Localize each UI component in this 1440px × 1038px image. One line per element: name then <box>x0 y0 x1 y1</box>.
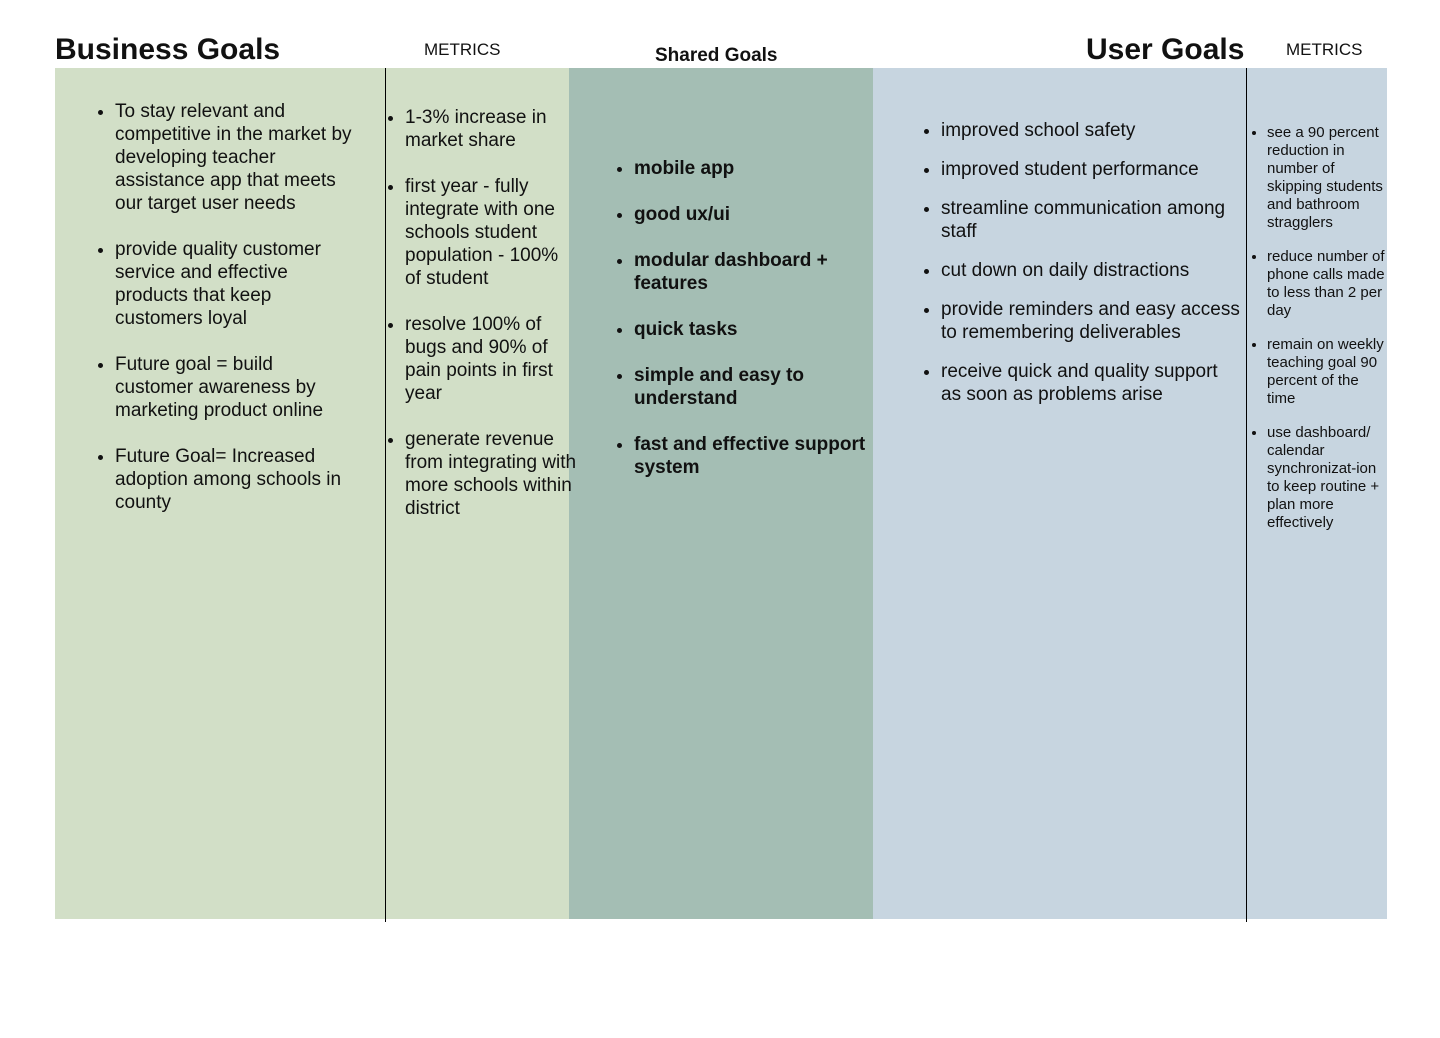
business-goal-item: • Future goal = build customer awareness by marketing product online <box>115 353 355 422</box>
user-metrics-list <box>1250 124 1385 548</box>
shared-goal-item: • modular dashboard + features <box>634 249 870 295</box>
business-goal-item: • To stay relevant and competitive in the market by developing teacher assistance app that meets our target user needs <box>115 100 355 215</box>
business-goals-title: Business Goals <box>55 33 281 66</box>
user-goal-item: • receive quick and quality support as soon as problems arise <box>941 360 1241 406</box>
user-goal-item: • streamline communication among staff <box>941 197 1241 243</box>
user-metrics-divider <box>1246 68 1247 922</box>
user-metric-item: • see a 90 percent reduction in number of skipping students and bathroom stragglers <box>1267 124 1385 232</box>
user-goal-item: • provide reminders and easy access to remembering deliverables <box>941 298 1241 344</box>
business-goals-list <box>95 100 355 537</box>
business-metrics-label: METRICS <box>424 40 501 59</box>
shared-goal-item: • quick tasks <box>634 318 870 341</box>
shared-goals-list <box>614 157 870 502</box>
business-metric-item: • 1-3% increase in market share <box>405 106 577 152</box>
user-metric-item: • remain on weekly teaching goal 90 percent of the time <box>1267 336 1385 408</box>
shared-goal-item: • fast and effective support system <box>634 433 870 479</box>
user-goal-item: • improved student performance <box>941 158 1241 181</box>
shared-goals-title: Shared Goals <box>655 45 778 66</box>
business-metrics-list <box>385 106 577 543</box>
user-goals-list <box>921 119 1241 422</box>
shared-goal-item: • mobile app <box>634 157 870 180</box>
business-goal-item: • provide quality customer service and effective products that keep customers loyal <box>115 238 355 330</box>
business-metric-item: • generate revenue from integrating with more schools within district <box>405 428 577 520</box>
business-metric-item: • resolve 100% of bugs and 90% of pain points in first year <box>405 313 577 405</box>
user-metric-item: • use dashboard/ calendar synchronizat-ion to keep routine + plan more effectively <box>1267 424 1385 532</box>
shared-goal-item: • simple and easy to understand <box>634 364 870 410</box>
user-goal-item: • cut down on daily distractions <box>941 259 1241 282</box>
business-metric-item: • first year - fully integrate with one schools student population - 100% of student <box>405 175 577 290</box>
user-goals-title: User Goals <box>1086 33 1245 66</box>
business-goal-item: • Future Goal= Increased adoption among schools in county <box>115 445 355 514</box>
shared-goal-item: • good ux/ui <box>634 203 870 226</box>
user-goal-item: • improved school safety <box>941 119 1241 142</box>
user-metrics-label: METRICS <box>1286 40 1363 59</box>
user-metric-item: • reduce number of phone calls made to less than 2 per day <box>1267 248 1385 320</box>
